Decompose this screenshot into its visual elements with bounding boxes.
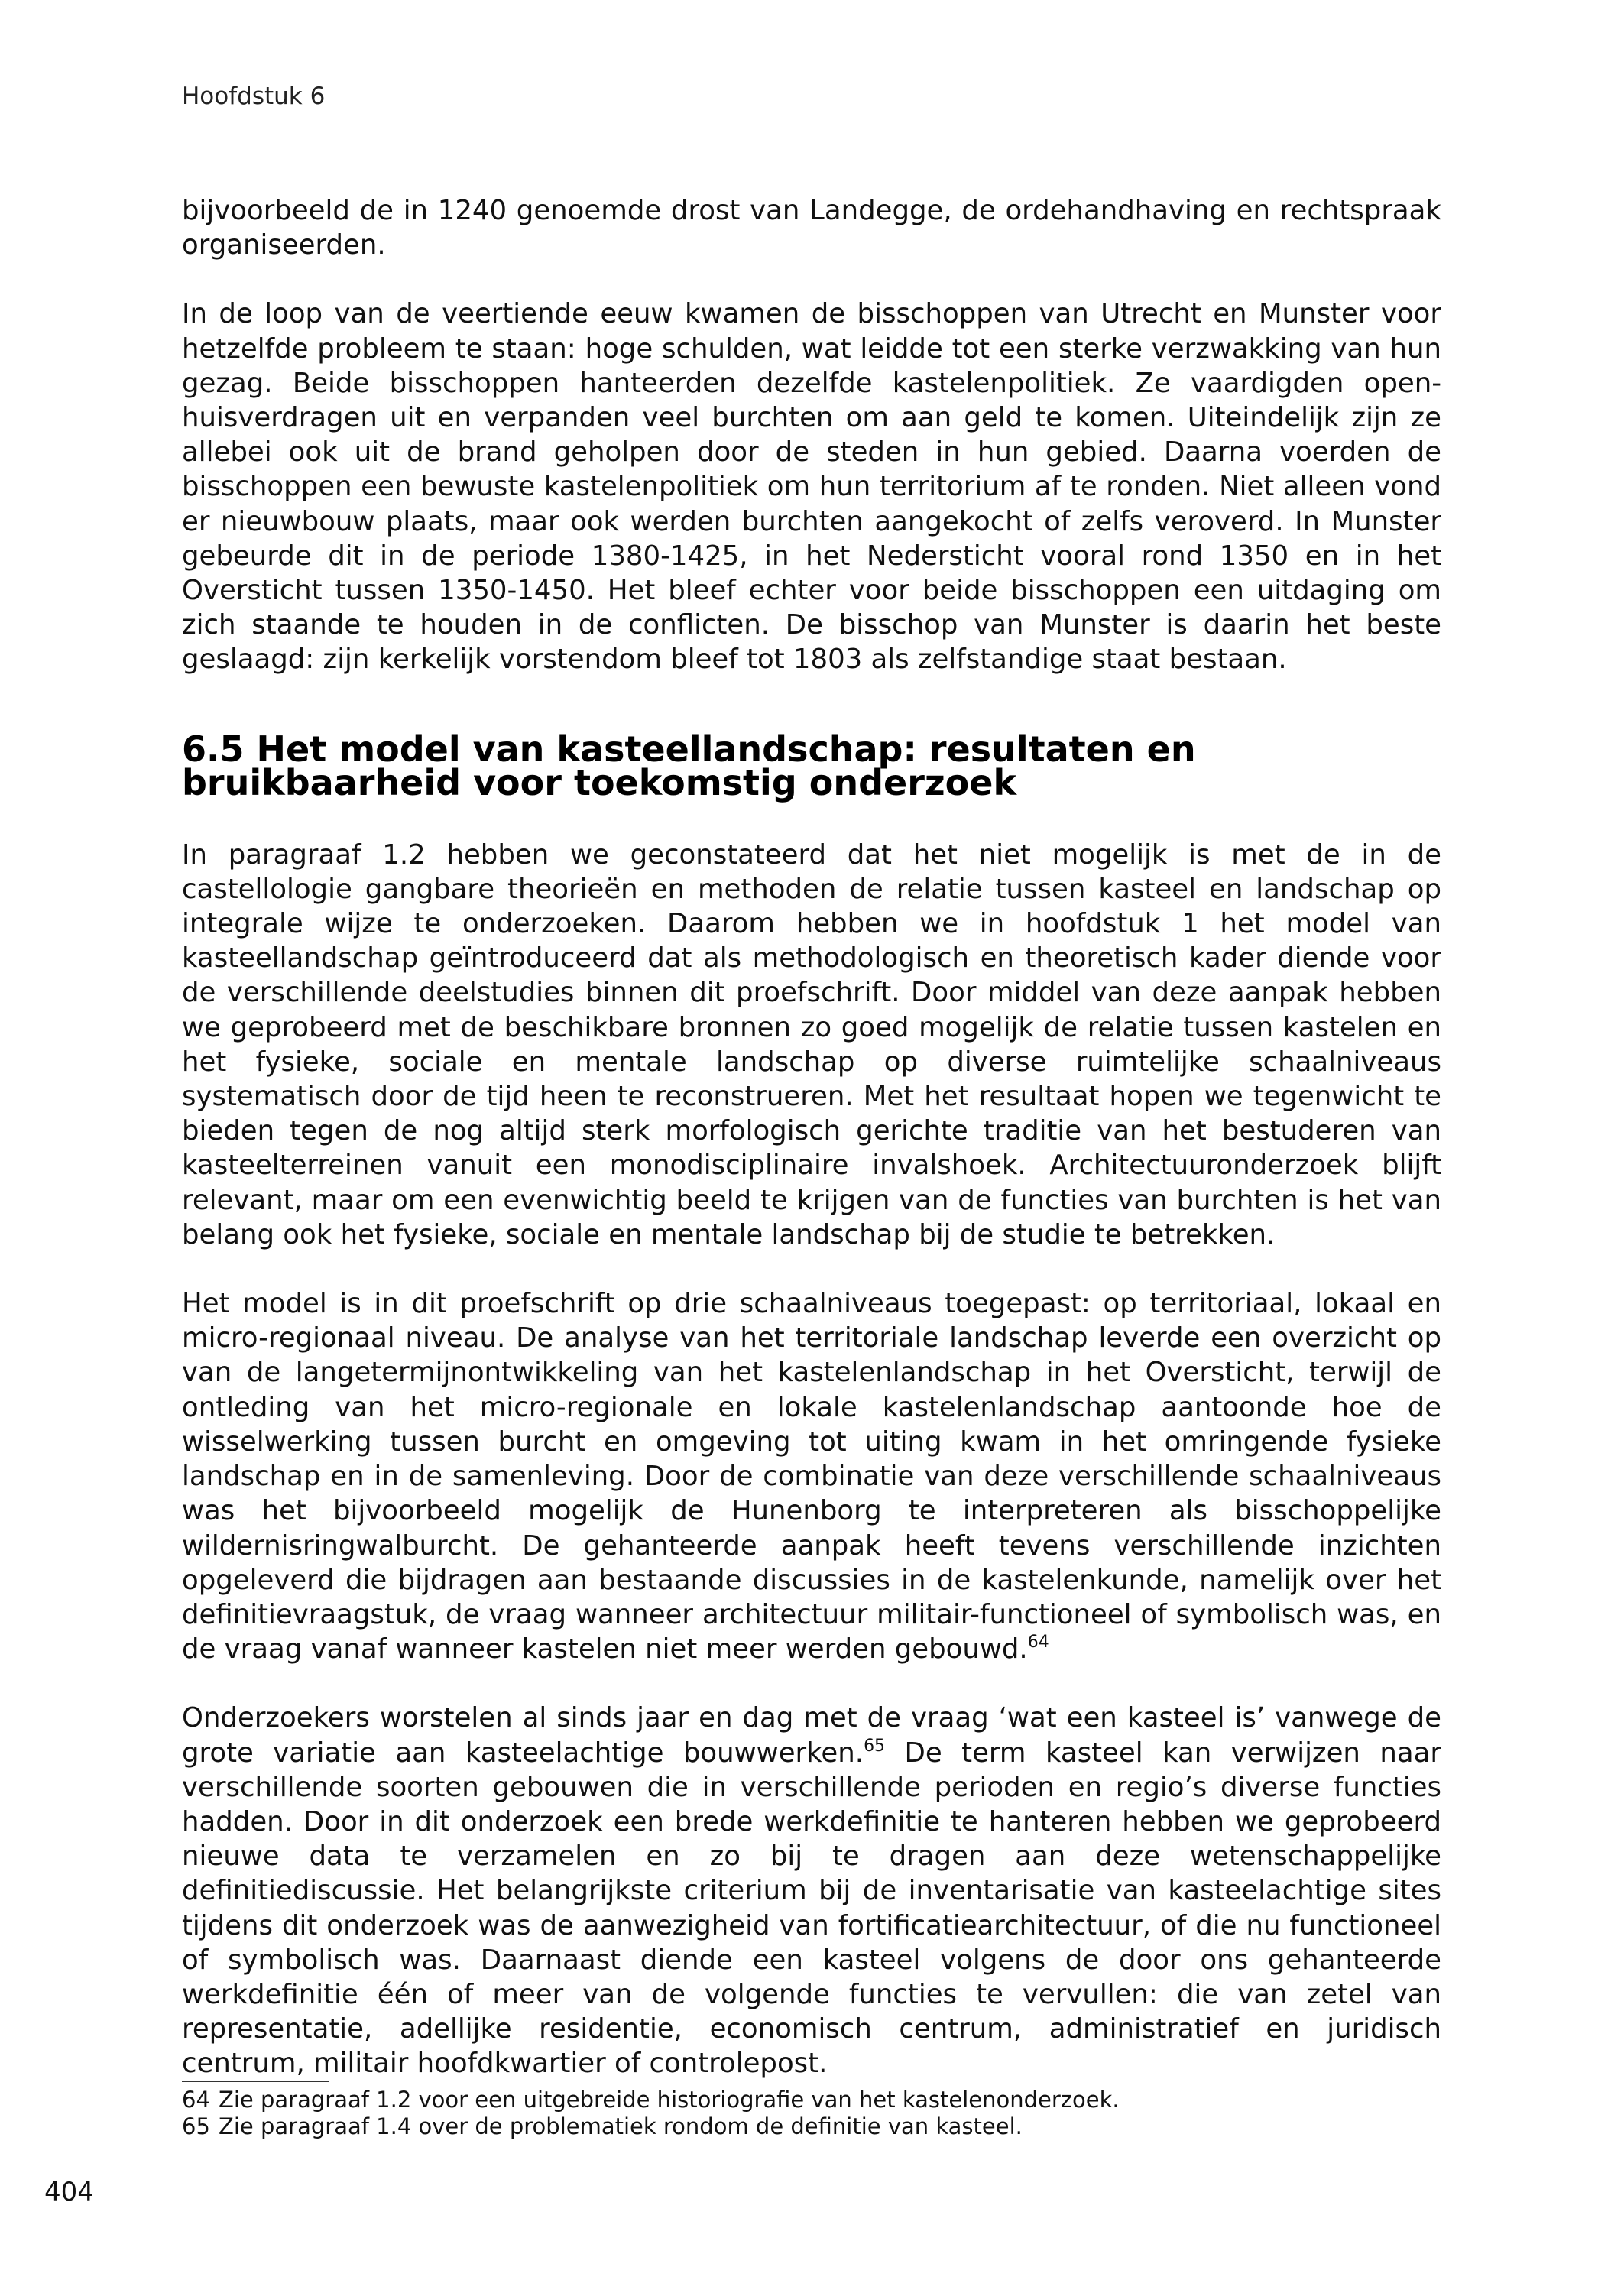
footnote xyxy=(182,2113,1441,2140)
footnote-reference[interactable]: 65 xyxy=(864,1736,886,1756)
running-head: Hoofdstuk 6 xyxy=(182,83,326,110)
paragraph xyxy=(182,1286,1441,1666)
footnotes xyxy=(182,2081,1441,2140)
body-text xyxy=(182,193,1441,2081)
footnote xyxy=(182,2087,1441,2113)
paragraph: In paragraaf 1.2 hebben we geconstateerd dat het niet mogelijk is met de in de castellologie gangbare theorieën en methoden de relatie tussen kasteel en landschap op integrale wijze te onderzoeken. Daarom hebben we in hoofdstuk 1 het model van kasteellandschap geïntroduceerd dat als methodologisch en theoretisch kader diende voor de verschillende deelstudies binnen dit proefschrift. Door middel van deze aanpak hebben we geprobeerd met de beschikbare bronnen zo goed mogelijk de relatie tussen kastelen en het fysieke, sociale en mentale landschap op diverse ruimtelijke schaalniveaus systematisch door de tijd heen te reconstrueren. Met het resultaat hopen we tegenwicht te bieden tegen de nog altijd sterk morfologisch gerichte traditie van het bestuderen van kasteelterreinen vanuit een monodisciplinaire invalshoek. Architectuuronderzoek blijft relevant, maar om een evenwichtig beeld te krijgen van de functies van burchten is het van belang ook het fysieke, sociale en mentale landschap bij de studie te betrekken. xyxy=(182,838,1441,1250)
paragraph-text: Onderzoekers worstelen al sinds jaar en dag met de vraag ‘wat een kasteel is’ vanwege de grote variatie aan kasteelachtige bouwwerken. xyxy=(182,1702,1441,1769)
paragraph xyxy=(182,1701,1441,2081)
footnote-number: 64 xyxy=(182,2087,210,2113)
footnote-divider xyxy=(182,2081,329,2082)
paragraph-text: Het model is in dit proefschrift op drie schaalniveaus toegepast: op territoriaal, lokaal en micro-regionaal niveau. De analyse van het territoriale landschap leverde een overzicht op van de langetermijnontwikkeling van het kastelenlandschap in het Oversticht, terwijl de ontleding van het micro-regionale en lokale kastelenlandschap aantoonde hoe de wisselwerking tussen burcht en omgeving tot uiting kwam in het omringende fysieke landschap en in de samenleving. Door de combinatie van deze verschillende schaalniveaus was het bijvoorbeeld mogelijk de Hunenborg te interpreteren als bisschoppelijke wildernisringwalburcht. De gehanteerde aanpak heeft tevens verschillende inzichten opgeleverd die bijdragen aan bestaande discussies in de kastelenkunde, namelijk over het definitievraagstuk, de vraag wanneer architectuur militair-functioneel of symbolisch was, en de vraag vanaf wanneer kastelen niet meer werden gebouwd. xyxy=(182,1288,1441,1665)
section-heading: 6.5 Het model van kasteellandschap: resultaten en bruikbaarheid voor toekomstig onderzoek xyxy=(182,728,1196,803)
page-number: 404 xyxy=(44,2177,94,2207)
paragraph-text: De term kasteel kan verwijzen naar verschillende soorten gebouwen die in verschillende perioden en regio’s diverse functies hadden. Door in dit onderzoek een brede werkdefinitie te hanteren hebben we geprobeerd nieuwe data te verzamelen en zo bij te dragen aan deze wetenschappelijke definitiediscussie. Het belangrijkste criterium bij de inventarisatie van kasteelachtige sites tijdens dit onderzoek was de aanwezigheid van fortificatiearchitectuur, of die nu functioneel of symbolisch was. Daarnaast diende een kasteel volgens de door ons gehanteerde werkdefinitie één of meer van de volgende functies te vervullen: die van zetel van representatie, adellijke residentie, economisch centrum, administratief en juridisch centrum, militair hoofdkwartier of controlepost. xyxy=(182,1737,1441,2080)
footnote-text: Zie paragraaf 1.2 voor een uitgebreide historiografie van het kastelenonderzoek. xyxy=(219,2087,1120,2113)
footnote-number: 65 xyxy=(182,2113,210,2139)
footnote-reference[interactable]: 64 xyxy=(1027,1633,1049,1652)
paragraph: bijvoorbeeld de in 1240 genoemde drost van Landegge, de ordehandhaving en rechtspraak organiseerden. xyxy=(182,195,1441,261)
footnote-text: Zie paragraaf 1.4 over de problematiek rondom de definitie van kasteel. xyxy=(219,2113,1023,2139)
paragraph: In de loop van de veertiende eeuw kwamen de bisschoppen van Utrecht en Munster voor hetzelfde probleem te staan: hoge schulden, wat leidde tot een sterke verzwakking van hun gezag. Beide bisschoppen hanteerden dezelfde kastelenpolitiek. Ze vaardigden open-huisverdragen uit en verpanden veel burchten om aan geld te komen. Uiteindelijk zijn ze allebei ook uit de brand geholpen door de steden in hun gebied. Daarna voerden de bisschoppen een bewuste kastelenpolitiek om hun territorium af te ronden. Niet alleen vond er nieuwbouw plaats, maar ook werden burchten aangekocht of zelfs veroverd. In Munster gebeurde dit in de periode 1380-1425, in het Nedersticht vooral rond 1350 en in het Oversticht tussen 1350-1450. Het bleef echter voor beide bisschoppen een uitdaging om zich staande te houden in de conflicten. De bisschop van Munster is daarin het beste geslaagd: zijn kerkelijk vorstendom bleef tot 1803 als zelfstandige staat bestaan. xyxy=(182,298,1441,676)
